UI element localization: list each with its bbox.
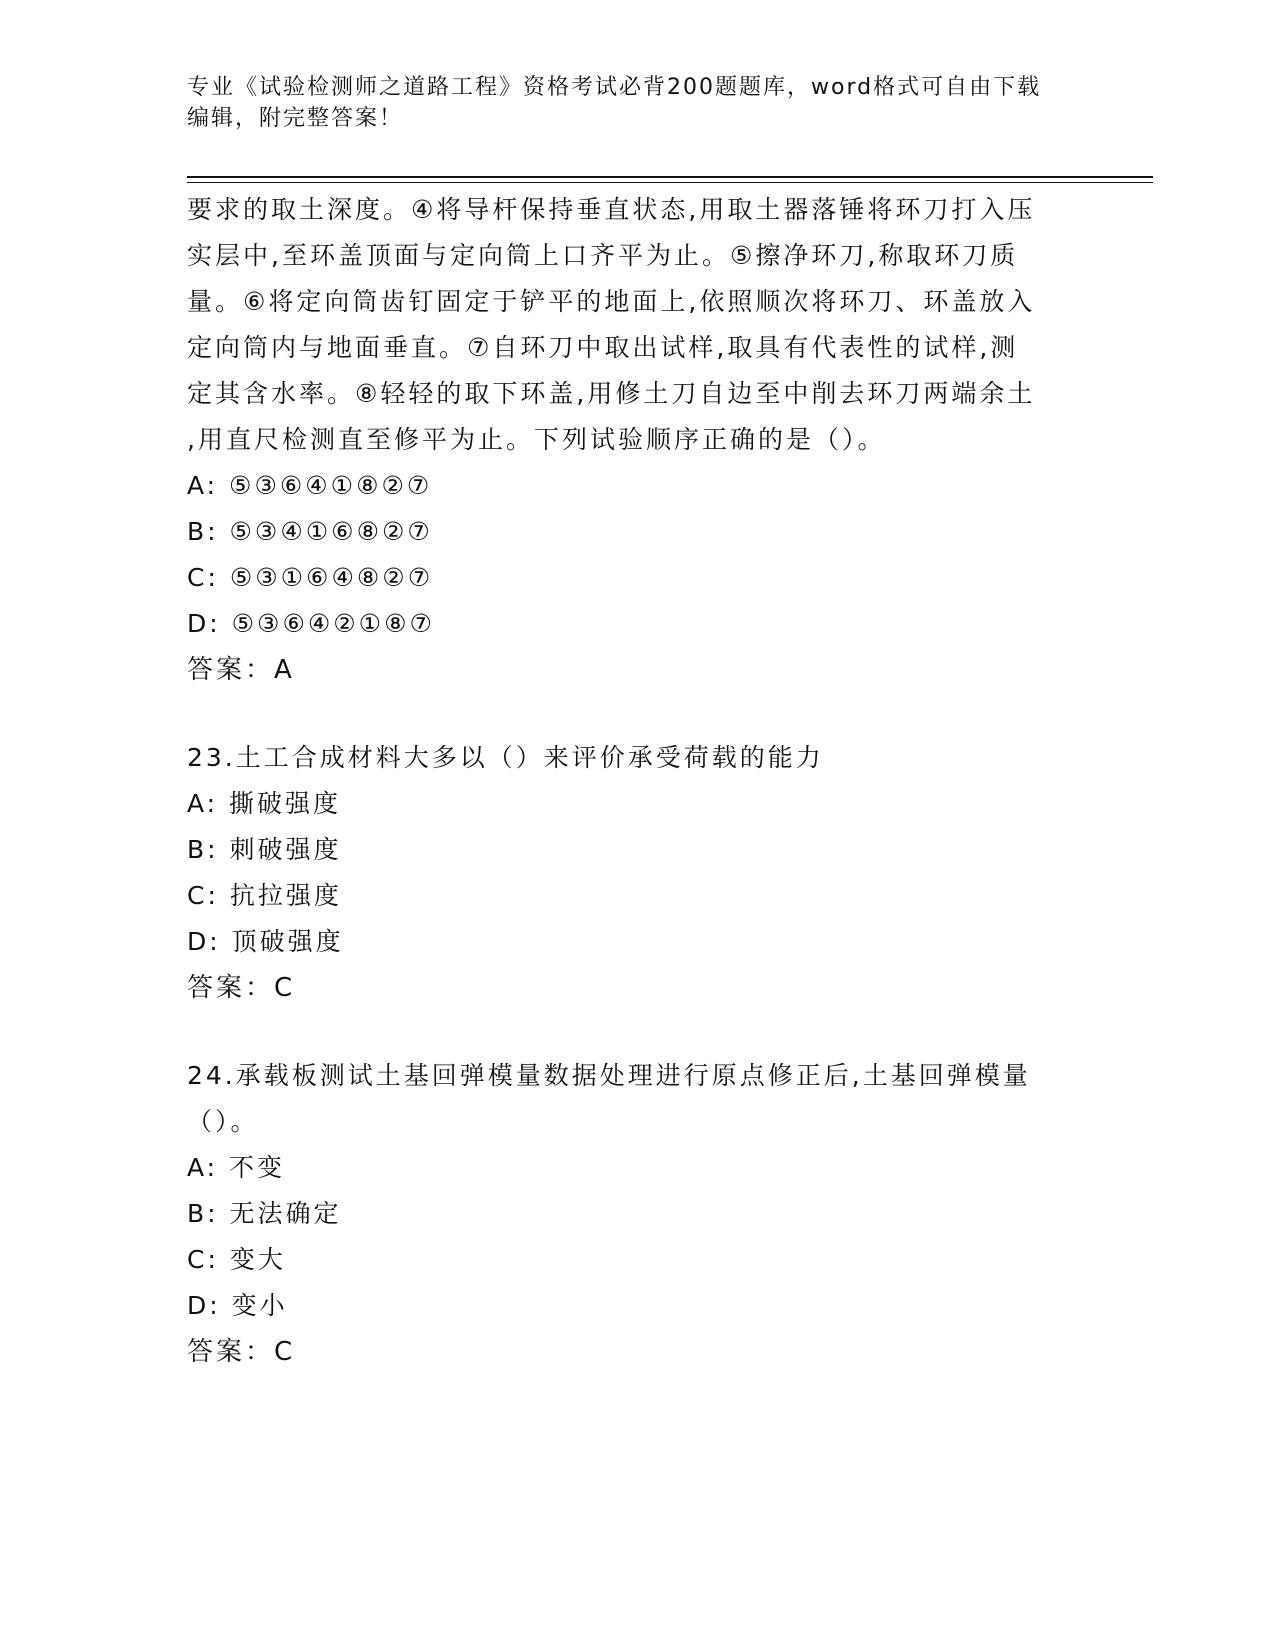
option-a: A: 不变 [187, 1153, 286, 1182]
header-title-line-2: 编辑，附完整答案！ [187, 106, 404, 131]
option-c: C: 变大 [187, 1245, 286, 1274]
question-stem: 23.土工合成材料大多以（）来评价承受荷载的能力 [187, 743, 824, 772]
option-a: A: ⑤③⑥④①⑧②⑦ [187, 471, 433, 500]
spacer [187, 1011, 1087, 1053]
answer-line: 答案：C [187, 1337, 296, 1367]
option-b: B: 无法确定 [187, 1199, 342, 1228]
question-23 [187, 735, 1087, 1011]
option-d: D: 顶破强度 [187, 927, 344, 956]
option-a: A: 撕破强度 [187, 789, 342, 818]
option-b: B: 刺破强度 [187, 835, 342, 864]
question-text-line: 实层中,至环盖顶面与定向筒上口齐平为止。⑤擦净环刀,称取环刀质 [187, 241, 1019, 270]
header-divider-thin [187, 182, 1153, 183]
question-22 [187, 187, 1087, 693]
document-header [187, 72, 1087, 134]
spacer [187, 693, 1087, 735]
option-d: D: 变小 [187, 1291, 288, 1320]
option-d: D: ⑤③⑥④②①⑧⑦ [187, 609, 435, 638]
question-text-line: 定向筒内与地面垂直。⑦自环刀中取出试样,取具有代表性的试样,测 [187, 333, 1019, 362]
header-divider-thick [187, 176, 1153, 178]
option-c: C: 抗拉强度 [187, 881, 342, 910]
question-text-line: 要求的取土深度。④将导杆保持垂直状态,用取土器落锤将环刀打入压 [187, 195, 1036, 224]
option-c: C: ⑤③①⑥④⑧②⑦ [187, 563, 434, 592]
answer-line: 答案：C [187, 973, 296, 1003]
option-b: B: ⑤③④①⑥⑧②⑦ [187, 517, 433, 546]
document-body [187, 187, 1087, 1375]
question-stem-continued: （）。 [187, 1107, 259, 1136]
answer-line: 答案：A [187, 655, 295, 685]
question-text-line: ,用直尺检测直至修平为止。下列试验顺序正确的是（）。 [187, 425, 886, 454]
question-24 [187, 1053, 1087, 1375]
question-stem: 24.承载板测试土基回弹模量数据处理进行原点修正后,土基回弹模量 [187, 1061, 1031, 1090]
header-title-line-1: 专业《试验检测师之道路工程》资格考试必背200题题库，word格式可自由下载 [187, 75, 1042, 100]
question-text-line: 定其含水率。⑧轻轻的取下环盖,用修土刀自边至中削去环刀两端余土 [187, 379, 1036, 408]
question-text-line: 量。⑥将定向筒齿钉固定于铲平的地面上,依照顺次将环刀、环盖放入 [187, 287, 1036, 316]
